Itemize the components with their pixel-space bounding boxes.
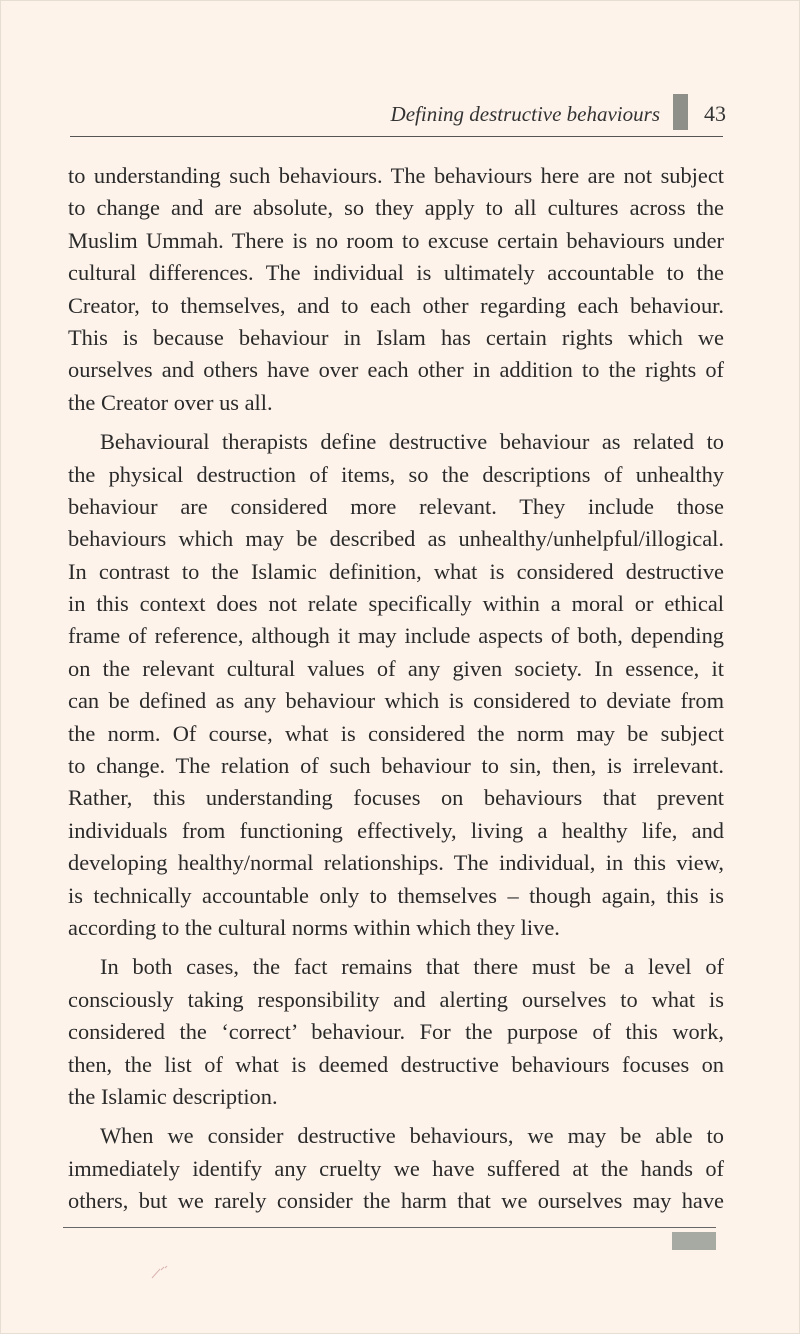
text-line: consciously taking responsibility and alerting ourselves to what is (68, 986, 724, 1012)
running-header (70, 98, 726, 134)
text-line: the Islamic description. (68, 1083, 278, 1109)
paragraph (68, 1120, 724, 1217)
running-title: Defining destructive behaviours (390, 102, 660, 126)
text-line: the Creator over us all. (68, 389, 273, 415)
text-line: to change. The relation of such behaviour to sin, then, is irrelevant. (68, 753, 724, 779)
text-line: then, the list of what is deemed destructive behaviours focuses on (68, 1051, 724, 1077)
page-number: 43 (704, 101, 726, 126)
text-line: can be defined as any behaviour which is considered to deviate from (68, 688, 724, 714)
text-line: cultural differences. The individual is ultimately accountable to the (68, 260, 724, 286)
text-line: immediately identify any cruelty we have suffered at the hands of (68, 1155, 724, 1181)
text-line: Muslim Ummah. There is no room to excuse certain behaviours under (68, 227, 724, 253)
text-line: according to the cultural norms within which they live. (68, 914, 560, 940)
paragraph (68, 160, 724, 419)
header-rule (70, 136, 723, 137)
text-line: Creator, to themselves, and to each other regarding each behaviour. (68, 292, 724, 318)
text-line: developing healthy/normal relationships. The individual, in this view, (68, 850, 724, 876)
text-line: behaviours which may be described as unhealthy/unhelpful/illogical. (68, 526, 724, 552)
footer-rule (63, 1227, 716, 1228)
text-line: others, but we rarely consider the harm that we ourselves may have (68, 1188, 724, 1214)
footer-tab-marker (672, 1232, 716, 1250)
text-line: the norm. Of course, what is considered the norm may be subject (68, 720, 724, 746)
text-line: In contrast to the Islamic definition, what is considered destructive (68, 558, 724, 584)
paragraph (68, 426, 724, 944)
text-line: to change and are absolute, so they apply to all cultures across the (68, 195, 724, 221)
text-line: This is because behaviour in Islam has certain rights which we (68, 324, 724, 350)
paragraph (68, 951, 724, 1113)
body-text (68, 160, 724, 1218)
text-line: the physical destruction of items, so the descriptions of unhealthy (68, 461, 724, 487)
text-line: in this context does not relate specifically within a moral or ethical (68, 591, 724, 617)
text-line: is technically accountable only to themselves – though again, this is (68, 882, 724, 908)
text-line: ourselves and others have over each other in addition to the rights of (68, 357, 724, 383)
text-line: on the relevant cultural values of any given society. In essence, it (68, 655, 724, 681)
text-line: Behavioural therapists define destructive behaviour as related to (100, 429, 724, 455)
text-line: behaviour are considered more relevant. They include those (68, 493, 724, 519)
text-line: frame of reference, although it may include aspects of both, depending (68, 623, 724, 649)
text-line: When we consider destructive behaviours, we may be able to (100, 1123, 724, 1149)
chapter-tab-marker (673, 94, 688, 130)
pencil-mark-icon (150, 1265, 170, 1279)
text-line: In both cases, the fact remains that there must be a level of (100, 954, 724, 980)
text-line: considered the ‘correct’ behaviour. For the purpose of this work, (68, 1019, 724, 1045)
text-line: Rather, this understanding focuses on behaviours that prevent (68, 785, 724, 811)
text-line: to understanding such behaviours. The behaviours here are not subject (68, 163, 724, 188)
text-line: individuals from functioning effectively, living a healthy life, and (68, 817, 724, 843)
